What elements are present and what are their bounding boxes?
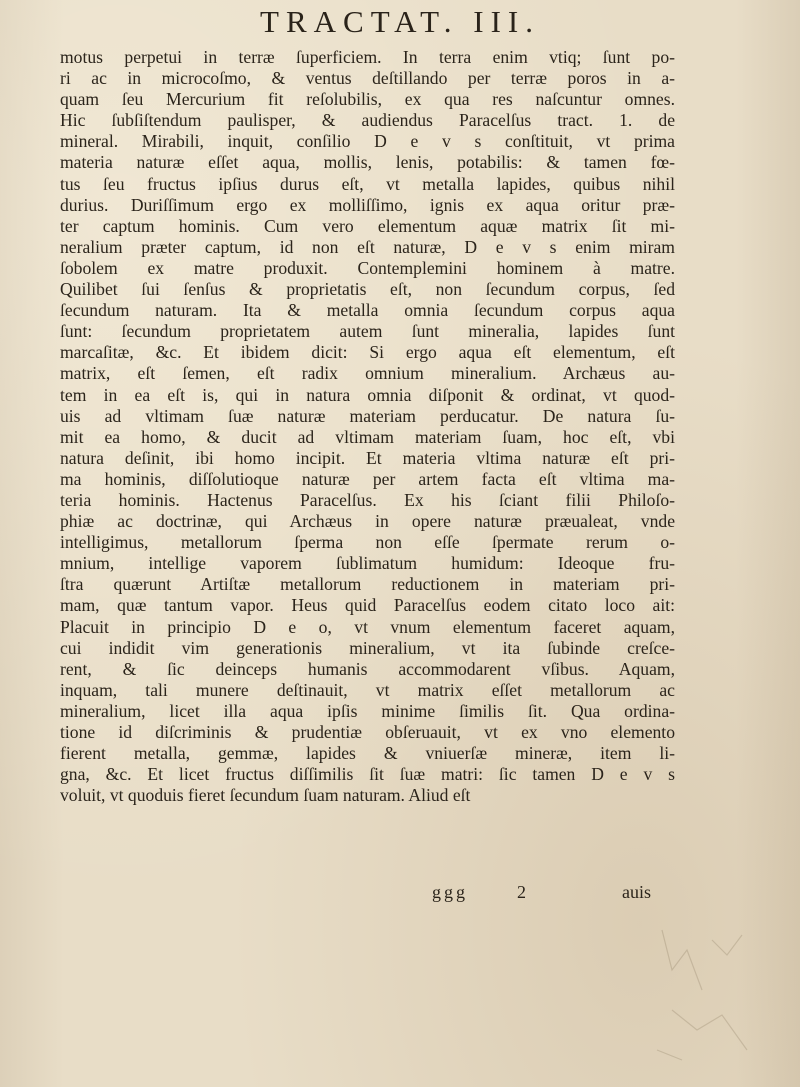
text-line: voluit, vt quoduis fieret ſecundum ſuam naturam. Aliud eſt — [60, 785, 471, 806]
text-line: ma hominis, diſſolutioque naturæ per artem facta eſt vltima ma- — [60, 468, 675, 489]
text-line: intelligimus, metallorum ſperma non eſſe ſpermate rerum o- — [60, 532, 675, 553]
text-line: mit ea homo, & ducit ad vltimam materiam ſuam, hoc eſt, vbi — [60, 426, 675, 447]
text-line: ſtra quærunt Artiſtæ metallorum reductionem in materiam pri- — [60, 574, 675, 595]
text-line: Placuit in principio D e o, vt vnum elementum faceret aquam, — [60, 616, 675, 637]
text-line: mineral. Mirabili, inquit, conſilio D e v s conſtituit, vt prima — [60, 131, 675, 152]
catchword: auis — [622, 882, 651, 902]
text-line: neralium præter captum, id non eſt naturæ, D e v s enim miram — [60, 236, 675, 257]
text-line: materia naturæ eſſet aqua, mollis, lenis, potabilis: & tamen fœ- — [60, 152, 675, 173]
text-line: ri ac in microcoſmo, & ventus deſtillando per terræ poros in a- — [60, 68, 675, 89]
text-line: Quilibet ſui ſenſus & proprietatis eſt, non ſecundum corpus, ſed — [60, 279, 675, 300]
text-line: ſecundum naturam. Ita & metalla omnia ſecundum corpus aqua — [60, 300, 675, 321]
signature-mark: ggg — [432, 882, 468, 902]
text-line: marcaſitæ, &c. Et ibidem dicit: Si ergo aqua eſt elementum, eſt — [60, 342, 675, 363]
text-line: fierent metalla, gemmæ, lapides & vniuerſæ mineræ, item li- — [60, 743, 675, 764]
text-line: mam, quæ tantum vapor. Heus quid Paracelſus eodem citato loco ait: — [60, 595, 675, 616]
text-line: ſunt: ſecundum proprietatem autem ſunt mineralia, lapides ſunt — [60, 321, 675, 342]
text-line: ſobolem ex matre produxit. Contemplemini hominem à matre. — [60, 257, 675, 278]
text-line: natura deſinit, ibi homo incipit. Et materia vltima naturæ eſt pri- — [60, 447, 675, 468]
text-line: phiæ ac doctrinæ, qui Archæus in opere naturæ præualeat, vnde — [60, 511, 675, 532]
running-head: TRACTAT. III. — [260, 4, 540, 39]
text-line: quam ſeu Mercurium fit reſolubilis, ex qua res naſcuntur omnes. — [60, 89, 675, 110]
signature-number: 2 — [517, 882, 526, 902]
text-block — [60, 47, 675, 806]
text-line: mnium, intellige vaporem ſublimatum humidum: Ideoque fru- — [60, 553, 675, 574]
bleed-through-marks — [642, 910, 762, 1070]
text-line: gna, &c. Et licet fructus diſſimilis ſit ſuæ matri: ſic tamen D e v s — [60, 764, 675, 785]
text-line: motus perpetui in terræ ſuperficiem. In terra enim vtiq; ſunt po- — [60, 47, 675, 67]
text-line: tione id diſcriminis & prudentiæ obſeruauit, vt ex vno elemento — [60, 722, 675, 742]
text-line: tus ſeu fructus ipſius durus eſt, vt metalla lapides, quibus nihil — [60, 173, 675, 194]
text-line: inquam, tali munere deſtinauit, vt matrix eſſet metallorum ac — [60, 679, 675, 700]
text-line: tem in ea eſt is, qui in natura omnia diſponit & ordinat, vt quod- — [60, 384, 675, 405]
text-line: ter captum hominis. Cum vero elementum aquæ matrix ſit mi- — [60, 215, 675, 236]
page-foot — [0, 882, 800, 904]
text-line: cui indidit vim generationis mineralium, vt ita ſubinde creſce- — [60, 637, 675, 658]
text-line: uis ad vltimam ſuæ naturæ materiam perducatur. De natura ſu- — [60, 405, 675, 426]
text-line: mineralium, licet illa aqua ipſis minime ſimilis ſit. Qua ordina- — [60, 700, 675, 721]
text-line: rent, & ſic deinceps humanis accommodarent vſibus. Aquam, — [60, 658, 675, 679]
text-line: durius. Duriſſimum ergo ex molliſſimo, ignis ex aqua oritur præ- — [60, 194, 675, 215]
text-line: matrix, eſt ſemen, eſt radix omnium mineralium. Archæus au- — [60, 363, 675, 384]
text-line: teria hominis. Hactenus Paracelſus. Ex his ſciant filii Philoſo- — [60, 489, 675, 510]
text-line: Hic ſubſiſtendum paulisper, & audiendus Paracelſus tract. 1. de — [60, 110, 675, 131]
